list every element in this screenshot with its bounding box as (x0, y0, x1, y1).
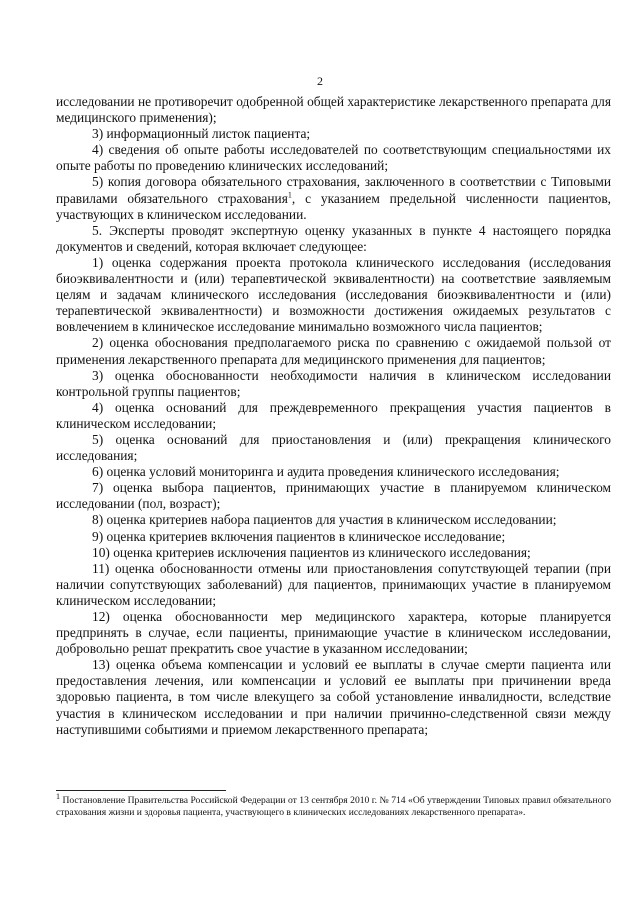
list-item: 8) оценка критериев набора пациентов для участия в клиническом исследовании; (92, 512, 557, 528)
list-item: 4) сведения об опыте работы исследователей по соответствующим специальностями их опыте работы по проведению клинических исследований; (56, 142, 611, 174)
list-item: 10) оценка критериев исключения пациентов из клинического исследования; (92, 544, 531, 560)
list-item (56, 174, 611, 222)
footnote-reference: 1 (287, 190, 292, 200)
list-item: 11) оценка обоснованности отмены или приостановления сопутствующей терапии (при наличии сопутствующих заболеваний) для пациентов, принимающих участие в планируемом клиническом исследовании; (56, 560, 611, 608)
list-item: 3) информационный листок пациента; (92, 126, 311, 142)
list-item: 12) оценка обоснованности мер медицинского характера, которые планируется предпринять в случае, если пациенты, принимающие участие в клиническом исследовании, добровольно решат прекратить свое участие в указанном исследовании; (56, 609, 611, 657)
list-item-text: , с указанием предельной численности пациентов, участвующих в клиническом исследовании. (56, 190, 611, 222)
body-text (56, 94, 611, 738)
footnote-divider (56, 790, 226, 791)
list-item: 6) оценка условий мониторинга и аудита проведения клинического исследования; (92, 464, 560, 480)
list-item: 4) оценка оснований для преждевременного прекращения участия пациентов в клиническом исследовании; (56, 399, 611, 431)
list-item: 3) оценка обоснованности необходимости наличия в клиническом исследовании контрольной группы пациентов; (56, 367, 611, 399)
list-item: 2) оценка обоснования предполагаемого риска по сравнению с ожидаемой пользой от применения лекарственного препарата для медицинского применения для пациентов; (56, 335, 611, 367)
list-item: 13) оценка объема компенсации и условий ее выплаты в случае смерти пациента или предоставления лечения, или компенсации и условий ее выплаты при причинении вреда здоровью пациента, в том числе влекущего за собой установление инвалидности, вследствие участия в клиническом исследовании и при наличии причинно-следственной связи между наступившими событиями и приемом лекарственного препарата; (56, 657, 611, 737)
list-item: 7) оценка выбора пациентов, принимающих участие в планируемом клиническом исследовании (пол, возраст); (56, 480, 611, 512)
section-paragraph: 5. Эксперты проводят экспертную оценку указанных в пункте 4 настоящего порядка документов и сведений, которая включает следующее: (56, 222, 611, 254)
list-item: 1) оценка содержания проекта протокола клинического исследования (исследования биоэквивалентности и (или) терапевтической эквивалентности) на соответствие заявляемым целям и задачам клинического исследования (исследования биоэквивалентности и (или) терапевтической эквивалентности) и возможности достижения ожидаемых результатов с вовлечением в клиническое исследование минимально возможного числа пациентов; (56, 254, 611, 335)
paragraph: исследовании не противоречит одобренной общей характеристике лекарственного препарата для медицинского применения); (56, 94, 611, 126)
footnote-mark: 1 (56, 791, 60, 801)
list-item: 9) оценка критериев включения пациентов в клиническое исследование; (92, 528, 506, 544)
list-item: 5) оценка оснований для приостановления и (или) прекращения клинического исследования; (56, 431, 611, 464)
page-number: 2 (317, 74, 323, 88)
footnote-text: Постановление Правительства Российской Федерации от 13 сентября 2010 г. № 714 «Об утверждении Типовых правил обязательного страхования жизни и здоровья пациента, участвующего в клинических исследованиях лекарственного препарата». (56, 795, 611, 818)
list-item-text: 5) копия договора обязательного страхования, заключенного в соответствии с Типовыми правилами обязательного страхования (56, 174, 611, 206)
footnote (56, 791, 611, 818)
